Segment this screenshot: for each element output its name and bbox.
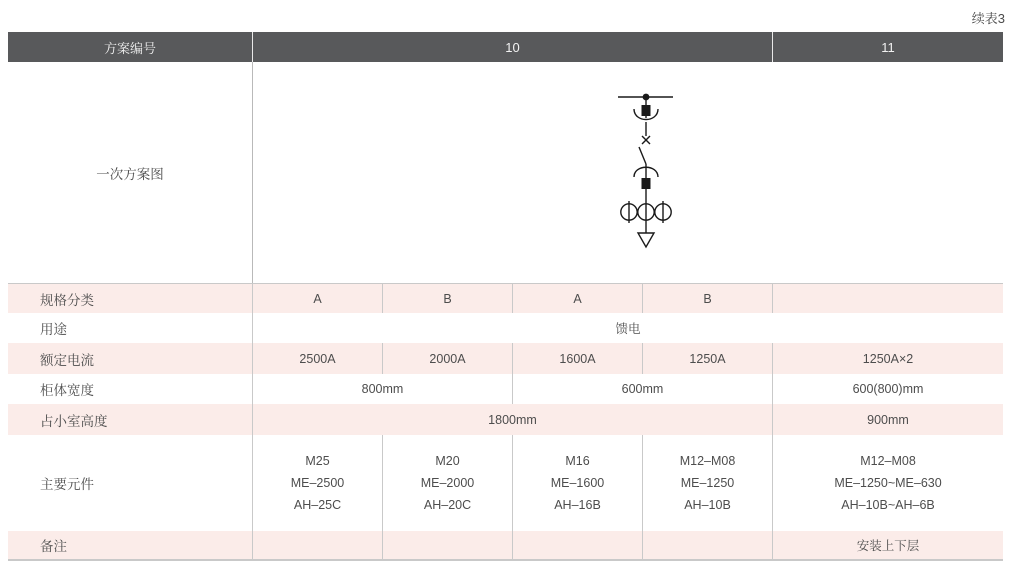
spec-class-row	[8, 284, 1003, 313]
remarks-value	[642, 531, 772, 559]
usage-label: 用途	[40, 322, 67, 337]
main-components-value	[252, 435, 382, 531]
upper-contact-square	[642, 105, 651, 116]
component-line: ME–1600	[550, 476, 605, 490]
component-line: AH–10B~AH–6B	[841, 498, 935, 512]
compartment-height-value: 900mm	[772, 404, 1003, 435]
scheme-spec-table	[8, 32, 1003, 561]
spec-class-value: B	[382, 284, 512, 313]
rated-current-row	[8, 343, 1003, 374]
remarks-value	[382, 531, 512, 559]
spec-class-value: A	[252, 284, 382, 313]
cabinet-width-label: 柜体宽度	[40, 383, 94, 398]
remarks-value	[252, 531, 382, 559]
table-header-row	[8, 32, 1003, 62]
component-line: M20	[435, 454, 460, 468]
compartment-height-label: 占小室高度	[40, 413, 108, 429]
rated-current-value: 1250A	[642, 343, 772, 374]
remarks-row	[8, 531, 1003, 559]
single-line-diagram-icon	[606, 92, 686, 252]
spec-class-value: A	[512, 284, 642, 313]
component-line: M12–M08	[860, 454, 916, 468]
remarks-value: 安装上下层	[772, 531, 1003, 559]
main-components-value	[512, 435, 642, 531]
cabinet-width-row	[8, 374, 1003, 404]
rated-current-value: 2000A	[382, 343, 512, 374]
header-scheme-11: 11	[772, 32, 1003, 62]
main-components-value	[772, 435, 1003, 531]
diagram-cell	[252, 62, 1003, 283]
table-bottom-border	[8, 559, 1003, 561]
cabinet-width-value: 600(800)mm	[772, 374, 1003, 404]
component-line: M25	[305, 454, 330, 468]
diagram-row-label: 一次方案图	[96, 166, 164, 182]
usage-value: 馈电	[252, 313, 1003, 343]
diagram-row	[8, 62, 1003, 284]
remarks-label: 备注	[40, 539, 67, 554]
component-line: AH–20C	[423, 498, 472, 512]
component-line: AH–10B	[684, 498, 731, 512]
usage-row	[8, 313, 1003, 343]
component-line: ME–1250	[680, 476, 735, 490]
component-line: M12–M08	[679, 454, 736, 468]
component-line: M16	[565, 454, 590, 468]
component-line: AH–25C	[293, 498, 342, 512]
component-line: AH–16B	[554, 498, 601, 512]
cabinet-width-value: 800mm	[252, 374, 512, 404]
main-components-value	[382, 435, 512, 531]
main-components-value	[642, 435, 772, 531]
spec-class-label: 规格分类	[40, 292, 94, 308]
feeder-triangle-icon	[638, 233, 654, 247]
main-components-row	[8, 435, 1003, 531]
rated-current-value: 2500A	[252, 343, 382, 374]
breaker-blade	[639, 147, 646, 164]
spec-class-value: B	[642, 284, 772, 313]
rated-current-value: 1600A	[512, 343, 642, 374]
main-components-label: 主要元件	[40, 477, 94, 492]
cabinet-width-value: 600mm	[512, 374, 772, 404]
component-line: ME–2500	[290, 476, 345, 490]
header-scheme-10: 10	[252, 32, 772, 62]
remarks-value	[512, 531, 642, 559]
component-line: ME–1250~ME–630	[834, 476, 942, 490]
component-line: ME–2000	[420, 476, 475, 490]
compartment-height-value: 1800mm	[252, 404, 772, 435]
compartment-height-row	[8, 404, 1003, 435]
lower-contact-square	[642, 178, 651, 189]
header-scheme-number: 方案编号	[103, 40, 156, 56]
rated-current-label: 额定电流	[40, 352, 94, 368]
continuation-table-label: 续表3	[971, 11, 1005, 26]
spec-class-value	[772, 284, 1003, 313]
rated-current-value: 1250A×2	[772, 343, 1003, 374]
